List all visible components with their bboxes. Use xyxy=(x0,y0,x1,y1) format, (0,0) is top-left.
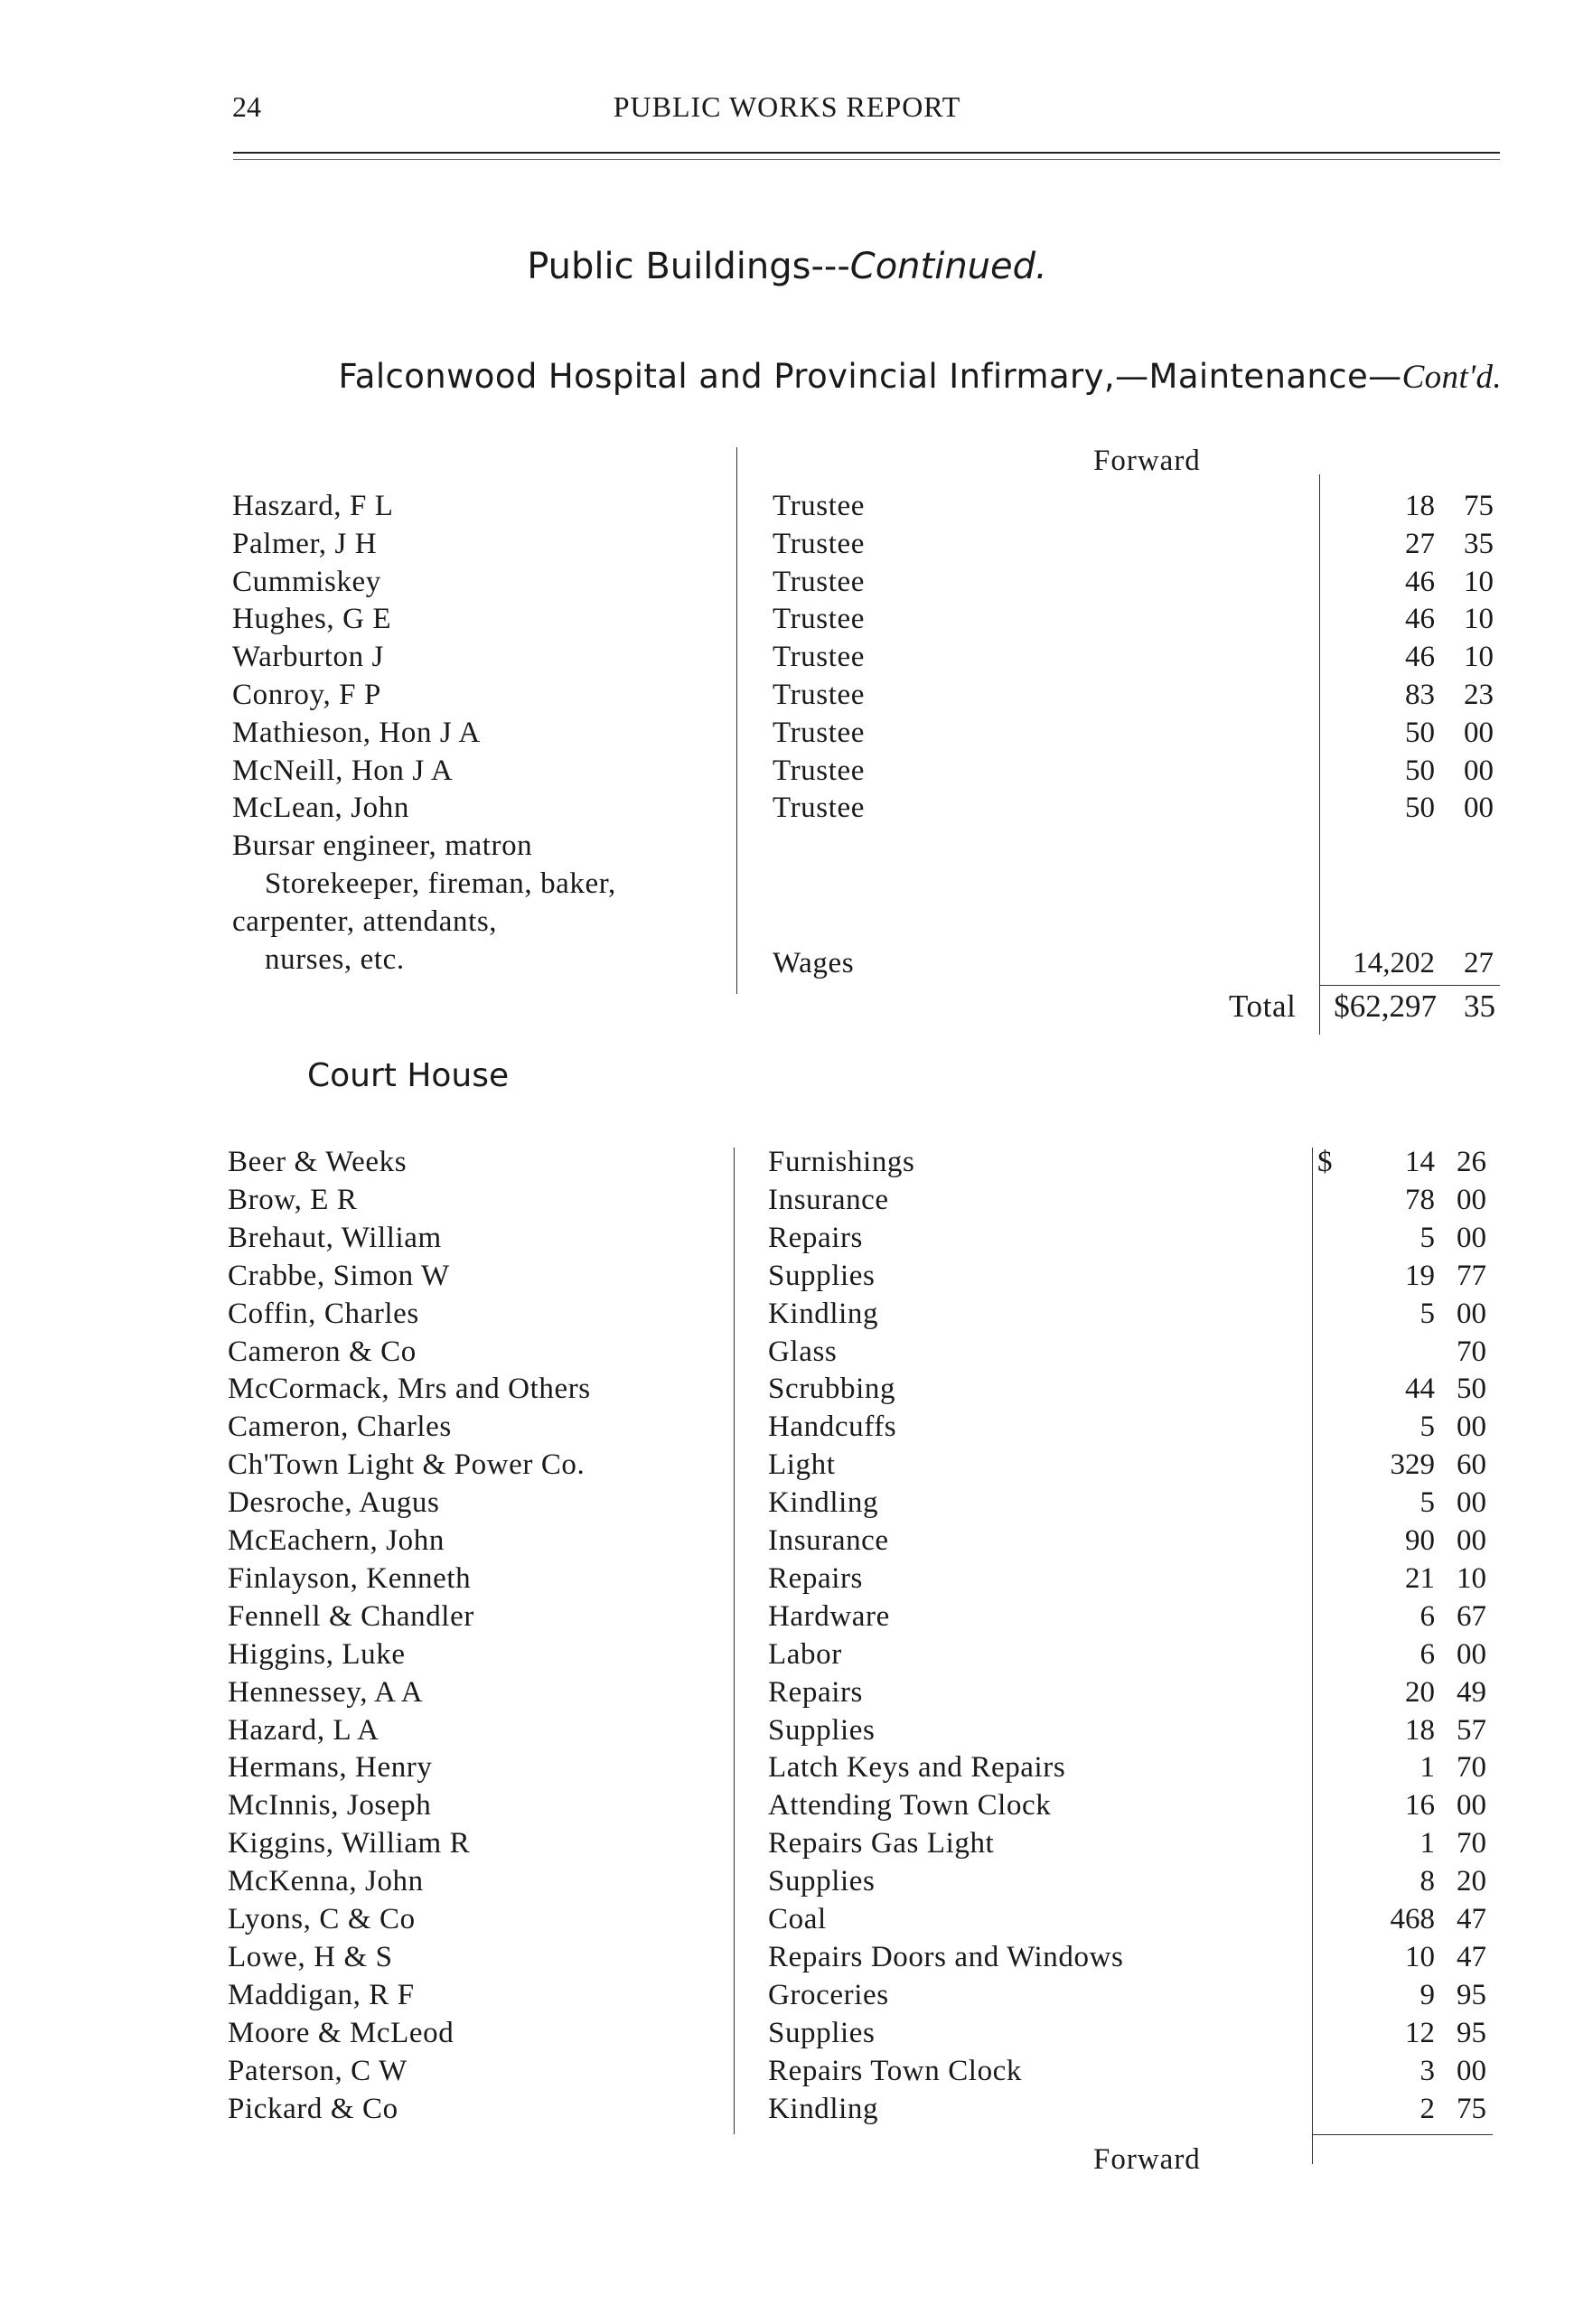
table-row xyxy=(0,1979,1574,2017)
row-name: Haszard, F L xyxy=(232,490,394,522)
total-row xyxy=(0,989,1574,1026)
row-description: Repairs xyxy=(768,1561,864,1595)
row-dollars: 50 xyxy=(1405,754,1435,787)
row-dollars: 16 xyxy=(1405,1789,1435,1823)
table-row xyxy=(0,717,1574,754)
row-cents: 00 xyxy=(1457,1183,1486,1216)
row-cents: 95 xyxy=(1457,2016,1486,2049)
row-dollars: 78 xyxy=(1405,1183,1435,1216)
row-cents: 10 xyxy=(1464,565,1494,598)
row-description: Supplies xyxy=(768,1865,876,1898)
row-name: McInnis, Joseph xyxy=(228,1789,432,1823)
row-description: Repairs xyxy=(768,1221,864,1254)
row-cents: 95 xyxy=(1457,1978,1486,2011)
table-row xyxy=(0,490,1574,528)
row-cents: 49 xyxy=(1457,1675,1486,1709)
row-description: Latch Keys and Repairs xyxy=(768,1751,1066,1785)
title-main: Public Buildings--- xyxy=(527,246,850,287)
row-description: Supplies xyxy=(768,1259,876,1292)
row-dollars: 12 xyxy=(1405,2016,1435,2049)
row-name: Beer & Weeks xyxy=(228,1146,408,1178)
row-name: McNeill, Hon J A xyxy=(232,754,454,787)
forward-label: Forward xyxy=(1093,2143,1201,2176)
page-title xyxy=(0,246,1574,287)
row-cents: 20 xyxy=(1457,1865,1486,1898)
forward-label: Forward xyxy=(1093,445,1201,477)
section-heading-contd: Cont'd. xyxy=(1401,359,1502,396)
row-cents: 57 xyxy=(1457,1713,1486,1747)
row-description: Repairs Doors and Windows xyxy=(768,1940,1124,1973)
row-name: Pickard & Co xyxy=(228,2092,398,2125)
row-dollars: 6 xyxy=(1419,1599,1435,1633)
row-dollars: 27 xyxy=(1405,527,1435,560)
table-row xyxy=(0,641,1574,679)
row-cents: 47 xyxy=(1457,1903,1486,1935)
row-cents: 10 xyxy=(1464,603,1494,636)
section-heading-hospital xyxy=(0,357,1502,397)
row-cents: 00 xyxy=(1457,2054,1486,2087)
row-cents: 75 xyxy=(1457,2092,1486,2125)
row-name: Hennessey, A A xyxy=(228,1675,424,1709)
row-cents: 50 xyxy=(1457,1373,1486,1406)
wages-line xyxy=(0,905,1574,943)
row-name: Maddigan, R F xyxy=(228,1978,415,2011)
table-row xyxy=(0,1941,1574,1979)
row-name: Brehaut, William xyxy=(228,1221,442,1254)
row-description: Kindling xyxy=(768,1486,879,1520)
row-dollars: 6 xyxy=(1419,1637,1435,1671)
row-cents: 00 xyxy=(1457,1410,1486,1444)
row-description: Insurance xyxy=(768,1183,889,1216)
row-name: McKenna, John xyxy=(228,1865,424,1898)
table-row xyxy=(0,1410,1574,1448)
row-description: Glass xyxy=(768,1335,838,1368)
row-dollars: 468 xyxy=(1390,1903,1435,1935)
row-dollars: 1 xyxy=(1419,1827,1435,1860)
row-description: Handcuffs xyxy=(768,1410,897,1444)
row-dollars: 44 xyxy=(1405,1373,1435,1406)
row-name: Paterson, C W xyxy=(228,2054,408,2087)
table-row xyxy=(0,792,1574,829)
row-dollars: 46 xyxy=(1405,565,1435,598)
row-dollars: 1 xyxy=(1419,1751,1435,1785)
row-description: Insurance xyxy=(768,1524,889,1557)
section-heading-text: Falconwood Hospital and Provincial Infirmary,—Maintenance— xyxy=(338,357,1402,396)
row-name: Lyons, C & Co xyxy=(228,1903,416,1935)
table-row xyxy=(0,1751,1574,1789)
row-cents: 00 xyxy=(1457,1789,1486,1823)
row-description: Coal xyxy=(768,1903,827,1935)
forward-rule xyxy=(1312,2134,1493,2135)
row-cents: 70 xyxy=(1457,1827,1486,1860)
row-name: Conroy, F P xyxy=(232,679,381,711)
row-dollars: 3 xyxy=(1419,2054,1435,2087)
row-cents: 00 xyxy=(1457,1637,1486,1671)
wages-staff-text: Bursar engineer, matron xyxy=(232,829,533,863)
row-cents: 67 xyxy=(1457,1599,1486,1633)
row-name: Coffin, Charles xyxy=(228,1297,419,1330)
table-row xyxy=(0,2093,1574,2131)
table-row xyxy=(0,1222,1574,1260)
table-row xyxy=(0,1335,1574,1373)
table-row xyxy=(0,1562,1574,1600)
row-description: Supplies xyxy=(768,2016,876,2049)
table-row xyxy=(0,754,1574,792)
total-rule xyxy=(1319,985,1500,986)
table-row xyxy=(0,2055,1574,2093)
row-dollars: 19 xyxy=(1405,1259,1435,1292)
table-row xyxy=(0,679,1574,717)
total-label: Total xyxy=(1229,989,1297,1024)
row-dollars: 2 xyxy=(1419,2092,1435,2125)
table-row xyxy=(0,2017,1574,2055)
wages-line xyxy=(0,829,1574,867)
row-name: McEachern, John xyxy=(228,1524,445,1557)
row-name: Ch'Town Light & Power Co. xyxy=(228,1448,586,1482)
row-cents: 35 xyxy=(1464,527,1494,560)
row-cents: 77 xyxy=(1457,1259,1486,1292)
row-cents: 47 xyxy=(1457,1940,1486,1973)
row-cents: 10 xyxy=(1464,641,1494,674)
row-dollars: 20 xyxy=(1405,1675,1435,1709)
row-name: Lowe, H & S xyxy=(228,1940,393,1973)
row-cents: 00 xyxy=(1464,754,1494,787)
row-cents: 70 xyxy=(1457,1751,1486,1785)
table-row xyxy=(0,1827,1574,1865)
row-description: Repairs xyxy=(768,1675,864,1709)
row-name: Hazard, L A xyxy=(228,1713,379,1747)
table-row xyxy=(0,1714,1574,1752)
row-cents: 60 xyxy=(1457,1448,1486,1482)
row-cents: 00 xyxy=(1464,792,1494,825)
table-row xyxy=(0,566,1574,604)
row-name: Desroche, Augus xyxy=(228,1486,440,1520)
row-name: Warburton J xyxy=(232,641,384,674)
table-row xyxy=(0,1486,1574,1524)
table-row xyxy=(0,528,1574,566)
row-cents: 70 xyxy=(1457,1335,1486,1368)
row-dollars: 21 xyxy=(1405,1561,1435,1595)
row-cents: 00 xyxy=(1457,1524,1486,1557)
wages-description: Wages xyxy=(773,946,855,979)
table-row xyxy=(0,1676,1574,1714)
row-name: Palmer, J H xyxy=(232,527,378,560)
row-dollars: 5 xyxy=(1419,1486,1435,1520)
row-description: Trustee xyxy=(773,754,865,787)
wages-staff-text: nurses, etc. xyxy=(265,942,405,976)
table-row xyxy=(0,1524,1574,1562)
row-name: Mathieson, Hon J A xyxy=(232,716,481,749)
header-rule-thin xyxy=(233,159,1500,160)
row-dollars: 90 xyxy=(1405,1524,1435,1557)
row-description: Trustee xyxy=(773,490,865,522)
row-description: Light xyxy=(768,1448,836,1482)
row-dollars: 329 xyxy=(1390,1448,1435,1482)
table-row xyxy=(0,1448,1574,1486)
row-description: Trustee xyxy=(773,641,865,674)
row-cents: 10 xyxy=(1457,1561,1486,1595)
row-dollars: 5 xyxy=(1419,1297,1435,1330)
table-row xyxy=(0,1298,1574,1335)
row-name: Fennell & Chandler xyxy=(228,1599,474,1633)
row-name: McLean, John xyxy=(232,792,409,825)
row-dollars: 50 xyxy=(1405,792,1435,825)
header-rule xyxy=(233,152,1500,154)
row-dollars: 46 xyxy=(1405,641,1435,674)
section-heading-court-house: Court House xyxy=(307,1057,510,1094)
table-row xyxy=(0,1260,1574,1298)
row-cents: 23 xyxy=(1464,679,1494,711)
row-dollars: 50 xyxy=(1405,716,1435,749)
row-dollars: 83 xyxy=(1405,679,1435,711)
table-row xyxy=(0,1865,1574,1903)
table-row xyxy=(0,1789,1574,1827)
table-row xyxy=(0,1903,1574,1941)
row-name: Cameron, Charles xyxy=(228,1410,452,1444)
row-name: McCormack, Mrs and Others xyxy=(228,1373,591,1406)
row-name: Moore & McLeod xyxy=(228,2016,454,2049)
row-name: Kiggins, William R xyxy=(228,1827,471,1860)
row-description: Trustee xyxy=(773,527,865,560)
row-name: Cameron & Co xyxy=(228,1335,417,1368)
row-dollars: 18 xyxy=(1405,490,1435,522)
wages-staff-text: carpenter, attendants, xyxy=(232,904,498,938)
row-description: Groceries xyxy=(768,1978,889,2011)
row-dollars: 5 xyxy=(1419,1410,1435,1444)
table-row xyxy=(0,1184,1574,1222)
row-description: Repairs Town Clock xyxy=(768,2054,1023,2087)
row-cents: 75 xyxy=(1464,490,1494,522)
row-cents: 26 xyxy=(1457,1146,1486,1178)
wages-line xyxy=(0,867,1574,905)
table-row xyxy=(0,1600,1574,1638)
row-description: Labor xyxy=(768,1637,842,1671)
row-description: Trustee xyxy=(773,716,865,749)
row-description: Supplies xyxy=(768,1713,876,1747)
wages-dollars: 14,202 xyxy=(1353,946,1435,979)
title-continued: Continued. xyxy=(849,246,1047,287)
row-description: Trustee xyxy=(773,679,865,711)
row-name: Hughes, G E xyxy=(232,603,392,636)
wages-row xyxy=(0,947,1574,985)
wages-cents: 27 xyxy=(1464,946,1494,979)
row-cents: 00 xyxy=(1457,1486,1486,1520)
row-name: Finlayson, Kenneth xyxy=(228,1561,472,1595)
row-dollars: 18 xyxy=(1405,1713,1435,1747)
table-row xyxy=(0,1146,1574,1184)
row-description: Attending Town Clock xyxy=(768,1789,1052,1823)
row-description: Furnishings xyxy=(768,1146,915,1178)
row-description: Trustee xyxy=(773,792,865,825)
row-cents: 00 xyxy=(1457,1297,1486,1330)
wages-staff-text: Storekeeper, fireman, baker, xyxy=(265,867,616,900)
row-name: Higgins, Luke xyxy=(228,1637,406,1671)
running-title: PUBLIC WORKS REPORT xyxy=(613,90,961,123)
table-row xyxy=(0,1638,1574,1676)
total-cents: 35 xyxy=(1464,989,1495,1024)
row-dollars: 46 xyxy=(1405,603,1435,636)
table-row xyxy=(0,1373,1574,1410)
row-dollars: 14 xyxy=(1405,1146,1435,1178)
row-cents: 00 xyxy=(1464,716,1494,749)
row-cents: 00 xyxy=(1457,1221,1486,1254)
row-description: Trustee xyxy=(773,565,865,598)
row-name: Cummiskey xyxy=(232,565,381,598)
total-dollars: $62,297 xyxy=(1334,989,1437,1024)
row-description: Scrubbing xyxy=(768,1373,896,1406)
dollar-sign: $ xyxy=(1317,1146,1333,1178)
row-name: Hermans, Henry xyxy=(228,1751,433,1785)
row-dollars: 10 xyxy=(1405,1940,1435,1973)
row-dollars: 8 xyxy=(1419,1865,1435,1898)
row-name: Crabbe, Simon W xyxy=(228,1259,450,1292)
row-description: Kindling xyxy=(768,1297,879,1330)
table-row xyxy=(0,603,1574,641)
row-description: Hardware xyxy=(768,1599,890,1633)
row-name: Brow, E R xyxy=(228,1183,358,1216)
row-description: Trustee xyxy=(773,603,865,636)
row-dollars: 5 xyxy=(1419,1221,1435,1254)
page-number: 24 xyxy=(232,90,261,123)
row-dollars: 9 xyxy=(1419,1978,1435,2011)
row-description: Repairs Gas Light xyxy=(768,1827,995,1860)
row-description: Kindling xyxy=(768,2092,879,2125)
